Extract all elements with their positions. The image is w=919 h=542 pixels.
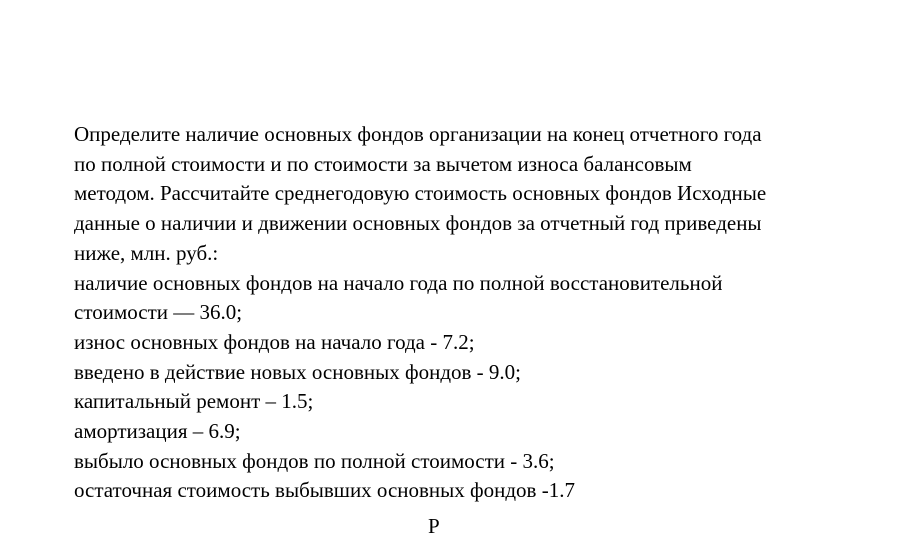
text-line: данные о наличии и движении основных фондов за отчетный год приведены: [74, 211, 762, 236]
text-line: капитальный ремонт – 1.5;: [74, 389, 314, 414]
text-line: ниже, млн. руб.:: [74, 240, 219, 265]
text-line: амортизация – 6.9;: [74, 419, 241, 444]
text-line: введено в действие новых основных фондов - 9.0;: [74, 359, 522, 384]
task-text: [74, 120, 874, 506]
text-line: методом. Рассчитайте среднегодовую стоимость основных фондов Исходные: [74, 181, 767, 206]
text-line: стоимости — 36.0;: [74, 300, 243, 325]
text-line: износ основных фондов на начало года - 7.2;: [74, 329, 475, 354]
text-line: выбыло основных фондов по полной стоимости - 3.6;: [74, 448, 555, 473]
text-line: Определите наличие основных фондов организации на конец отчетного года: [74, 122, 762, 146]
cut-off-text: Р: [428, 514, 440, 538]
text-line: по полной стоимости и по стоимости за вычетом износа балансовым: [74, 151, 692, 176]
text-line: наличие основных фондов на начало года по полной восстановительной: [74, 270, 723, 295]
text-line: остаточная стоимость выбывших основных фондов -1.7: [74, 478, 575, 503]
